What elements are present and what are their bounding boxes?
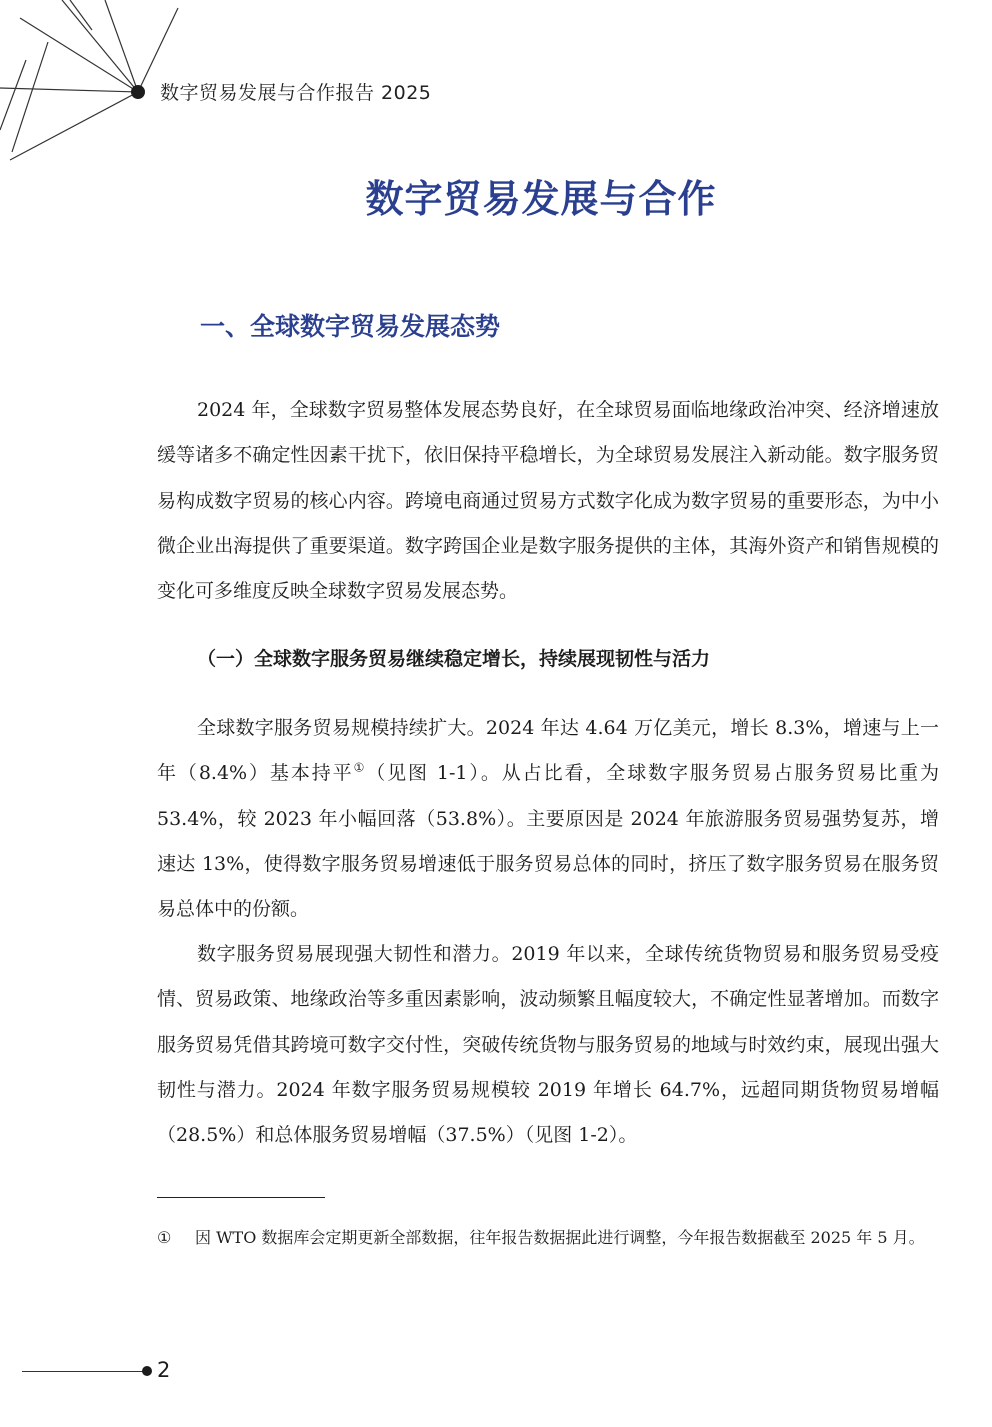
section-heading: 一、全球数字贸易发展态势 (200, 312, 501, 341)
body-paragraph-2 (157, 706, 939, 932)
body-paragraph-3: 数字服务贸易展现强大韧性和潜力。2019 年以来，全球传统货物贸易和服务贸易受疫情、贸易政策、地缘政治等多重因素影响，波动频繁且幅度较大，不确定性显著增加。而数字服务贸易凭借其跨境可数字交付性，突破传统货物与服务贸易的地域与时效约束，展现出强大韧性与潜力。2024 年数字服务贸易规模较 2019 年增长 64.7%，远超同期货物贸易增幅（28.5%）和总体服务贸易增幅（37.5%）（见图 1-2）。 (157, 943, 939, 1147)
footnote-reference[interactable]: ① (353, 760, 367, 775)
footnote-mark: ① (157, 1228, 172, 1247)
page-title: 数字贸易发展与合作 (365, 177, 717, 221)
page-number: 2 (157, 1358, 171, 1382)
running-header: 数字贸易发展与合作报告 2025 (160, 82, 432, 104)
footnote-text: 因 WTO 数据库会定期更新全部数据，往年报告数据据此进行调整，今年报告数据截至 2025 年 5 月。 (195, 1228, 925, 1247)
footer-rule (22, 1371, 144, 1372)
paragraph-2-text-b: （见图 1-1）。从占比看，全球数字服务贸易占服务贸易比重为 53.4%，较 2023 年小幅回落（53.8%）。主要原因是 2024 年旅游服务贸易强势复苏，增速达 13%，使得数字服务贸易增速低于服务贸易总体的同时，挤压了数字服务贸易在服务贸易总体中的份额。 (157, 762, 939, 921)
footnote (157, 1222, 939, 1253)
paragraph-2-text-a: 全球数字服务贸易规模持续扩大。2024 年达 4.64 万亿美元，增长 8.3%，增速与上一年（8.4%）基本持平 (157, 717, 939, 785)
footer-dot (142, 1366, 152, 1376)
intro-paragraph: 2024 年，全球数字贸易整体发展态势良好，在全球贸易面临地缘政治冲突、经济增速放缓等诸多不确定性因素干扰下，依旧保持平稳增长，为全球贸易发展注入新动能。数字服务贸易构成数字贸易的核心内容。跨境电商通过贸易方式数字化成为数字贸易的重要形态，为中小微企业出海提供了重要渠道。数字跨国企业是数字服务提供的主体，其海外资产和销售规模的变化可多维度反映全球数字贸易发展态势。 (157, 399, 939, 603)
footnote-divider (157, 1197, 325, 1198)
sub-heading: （一）全球数字服务贸易继续稳定增长，持续展现韧性与活力 (197, 648, 711, 670)
